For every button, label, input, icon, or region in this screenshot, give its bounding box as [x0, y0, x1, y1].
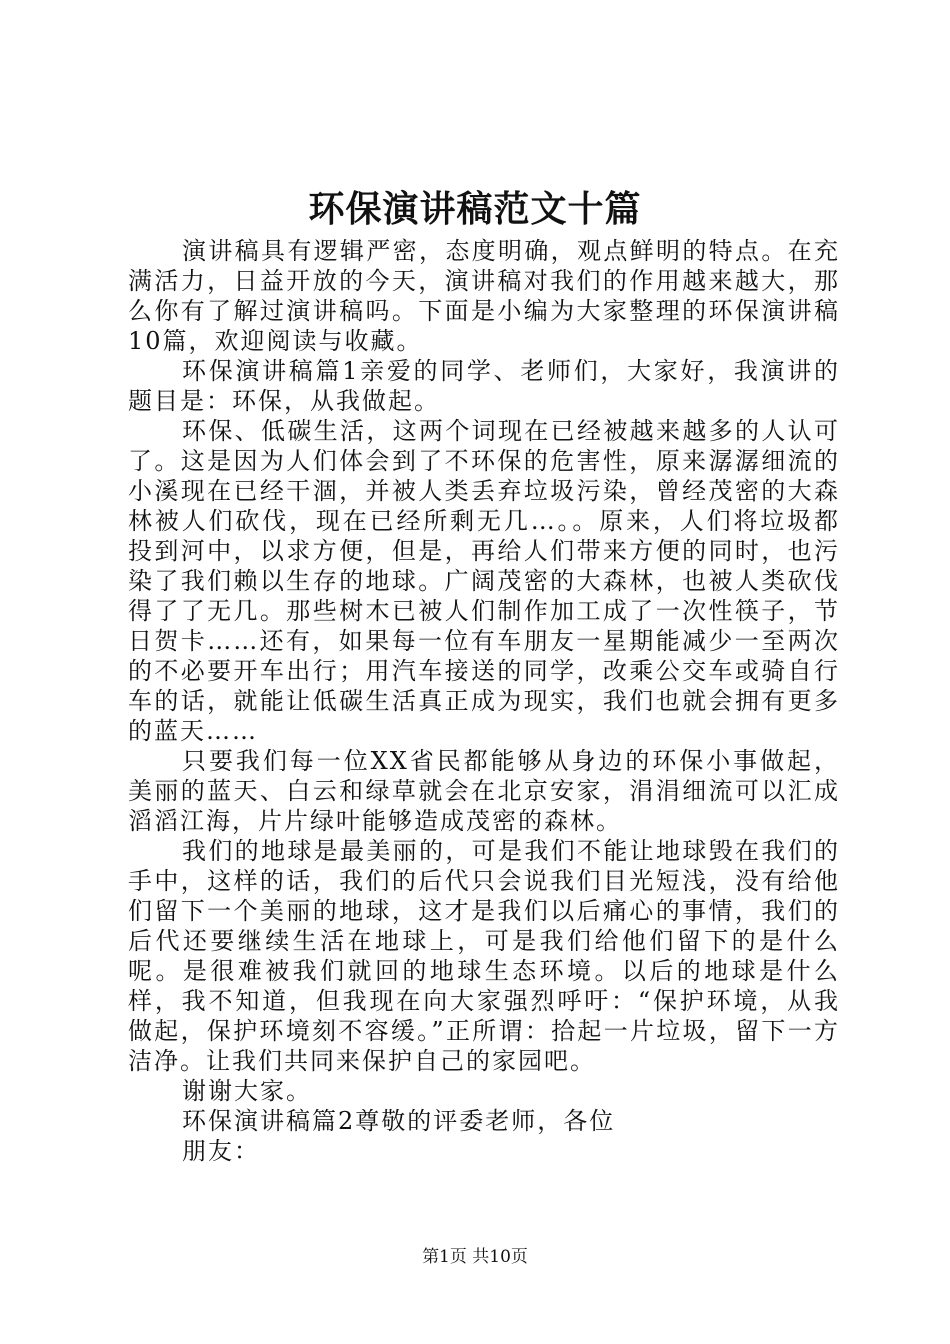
document-title: 环保演讲稿范文十篇 [308, 188, 642, 230]
document-body [128, 236, 840, 1166]
paragraph-thanks: 谢谢大家。 [182, 1077, 312, 1105]
page-footer: 第1页 共10页 [422, 1247, 528, 1267]
paragraph-low-carbon: 环保、低碳生活，这两个词现在已经被越来越多的人认可了。这是因为人们体会到了不环保的危害性，原来潺潺细流的小溪现在已经干涸，并被人类丢弃垃圾污染，曾经茂密的大森林被人们砍伐，现在已经所剩无几…。。原来，人们将垃圾都投到河中，以求方便，但是，再给人们带来方便的同时，也污染了我们赖以生存的地球。广阔茂密的大森林，也被人类砍伐得了了无几。那些树木已被人们制作加工成了一次性筷子，节日贺卡……还有，如果每一位有车朋友一星期能减少一至两次的不必要开车出行；用汽车接送的同学，改乘公交车或骑自行车的话，就能让低碳生活真正成为现实，我们也就会拥有更多的蓝天…… [128, 417, 840, 745]
paragraph-intro: 演讲稿具有逻辑严密，态度明确，观点鲜明的特点。在充满活力，日益开放的今天，演讲稿对我们的作用越来越大，那么你有了解过演讲稿吗。下面是小编为大家整理的环保演讲稿10篇，欢迎阅读与收藏。 [128, 237, 840, 355]
paragraph-speech1-opening: 环保演讲稿篇1亲爱的同学、老师们，大家好，我演讲的题目是：环保，从我做起。 [128, 357, 840, 415]
paragraph-friends: 朋友： [182, 1137, 260, 1165]
paragraph-speech2-opening: 环保演讲稿篇2尊敬的评委老师，各位 [182, 1107, 616, 1135]
paragraph-province: 只要我们每一位XX省民都能够从身边的环保小事做起，美丽的蓝天、白云和绿草就会在北京安家，涓涓细流可以汇成滔滔江海，片片绿叶能够造成茂密的森林。 [128, 747, 840, 835]
paragraph-earth: 我们的地球是最美丽的，可是我们不能让地球毁在我们的手中，这样的话，我们的后代只会说我们目光短浅，没有给他们留下一个美丽的地球，这才是我们以后痛心的事情，我们的后代还要继续生活在地球上，可是我们给他们留下的是什么呢。是很难被我们就回的地球生态环境。以后的地球是什么样，我不知道，但我现在向大家强烈呼吁：“保护环境，从我做起，保护环境刻不容缓。”正所谓：拾起一片垃圾，留下一方洁净。让我们共同来保护自己的家园吧。 [128, 837, 840, 1075]
